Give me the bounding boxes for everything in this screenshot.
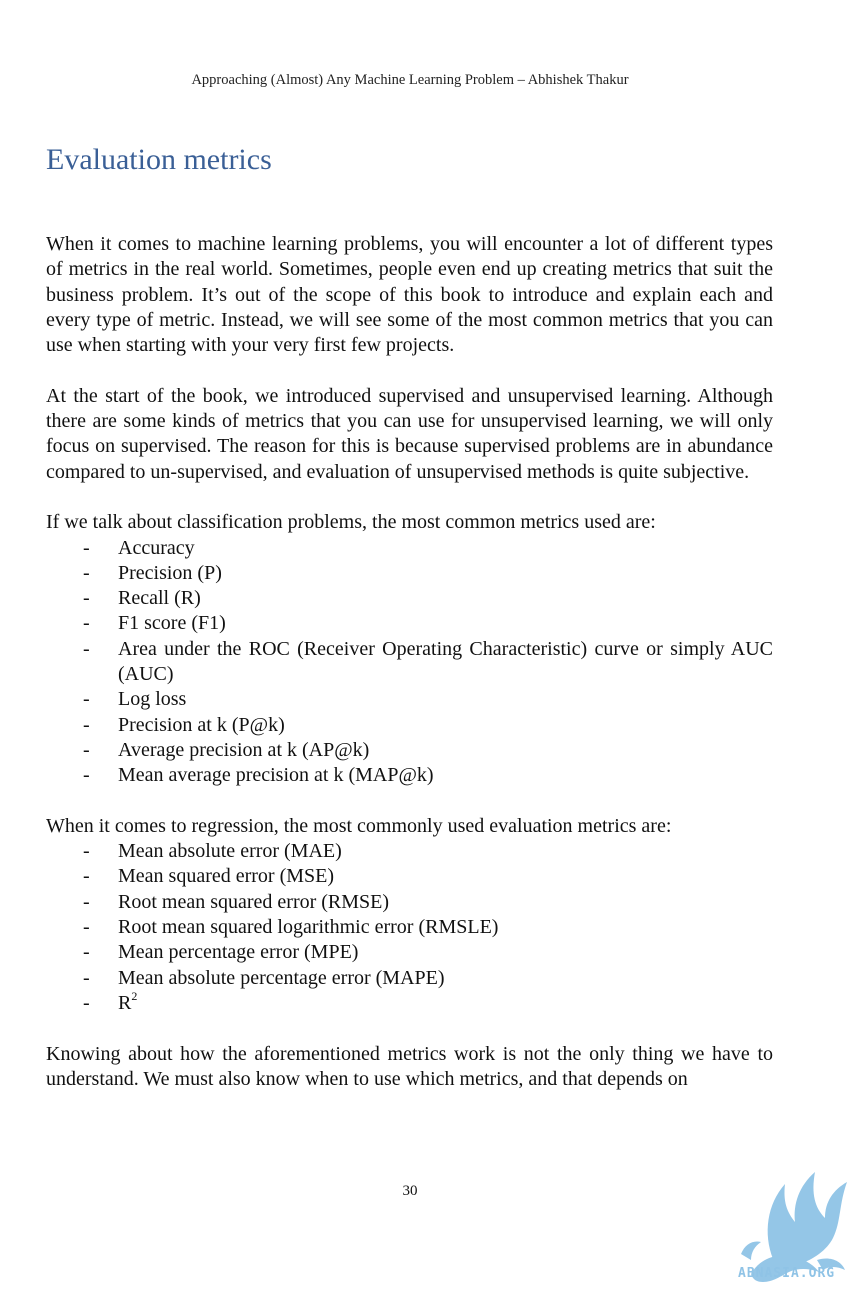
list-item: - Precision (P)	[83, 561, 222, 584]
regression-intro: When it comes to regression, the most commonly used evaluation metrics are:	[46, 814, 672, 837]
list-item: - Root mean squared logarithmic error (RMSLE)	[83, 916, 499, 939]
watermark-text: ABNASIA.ORG	[738, 1266, 836, 1281]
list-item: - Mean absolute error (MAE)	[83, 840, 342, 863]
classification-metrics-list	[46, 536, 773, 789]
list-item: - Accuracy	[83, 536, 195, 559]
list-item: - Mean percentage error (MPE)	[83, 941, 359, 964]
intro-paragraph: When it comes to machine learning problems, you will encounter a lot of different types of metrics in the real world. Sometimes, people even end up creating metrics that suit the business problem. It’s out of the scope of this book to introduce and explain each and every type of metric. Instead, we will see some of the most common metrics that you can use when starting with your very first few projects.	[46, 233, 773, 357]
list-item: - Mean average precision at k (MAP@k)	[83, 764, 434, 787]
page-number: 30	[402, 1183, 418, 1199]
classification-intro: If we talk about classification problems, the most common metrics used are:	[46, 511, 656, 534]
running-header: Approaching (Almost) Any Machine Learning Problem – Abhishek Thakur	[191, 72, 629, 88]
supervised-paragraph: At the start of the book, we introduced supervised and unsupervised learning. Although there are some kinds of metrics that you can use for unsupervised learning, we will only focus on supervised. The reason for this is because supervised problems are in abundance compared to un-supervised, and evaluation of unsupervised methods is quite subjective.	[46, 384, 773, 483]
r-squared: $R^2$	[118, 989, 138, 1014]
list-item: - Root mean squared error (RMSE)	[83, 890, 390, 913]
section-title: Evaluation metrics	[46, 143, 272, 176]
list-item: - Area under the ROC (Receiver Operating Characteristic) curve or simply AUC (AUC)	[83, 637, 773, 686]
page-content	[46, 232, 773, 1092]
list-item: - Recall (R)	[83, 587, 201, 610]
list-item: - Mean squared error (MSE)	[83, 865, 335, 888]
list-item: - $R^2$	[83, 989, 138, 1014]
regression-metrics-list	[46, 839, 773, 1016]
closing-paragraph: Knowing about how the aforementioned metrics work is not the only thing we have to understand. We must also know when to use which metrics, and that depends on	[46, 1042, 773, 1090]
list-item: - Precision at k (P@k)	[83, 713, 285, 736]
list-item: - Average precision at k (AP@k)	[83, 738, 370, 761]
list-item: - Log loss	[83, 688, 187, 711]
list-item: - Mean absolute percentage error (MAPE)	[83, 966, 445, 989]
list-item: - F1 score (F1)	[83, 612, 226, 635]
